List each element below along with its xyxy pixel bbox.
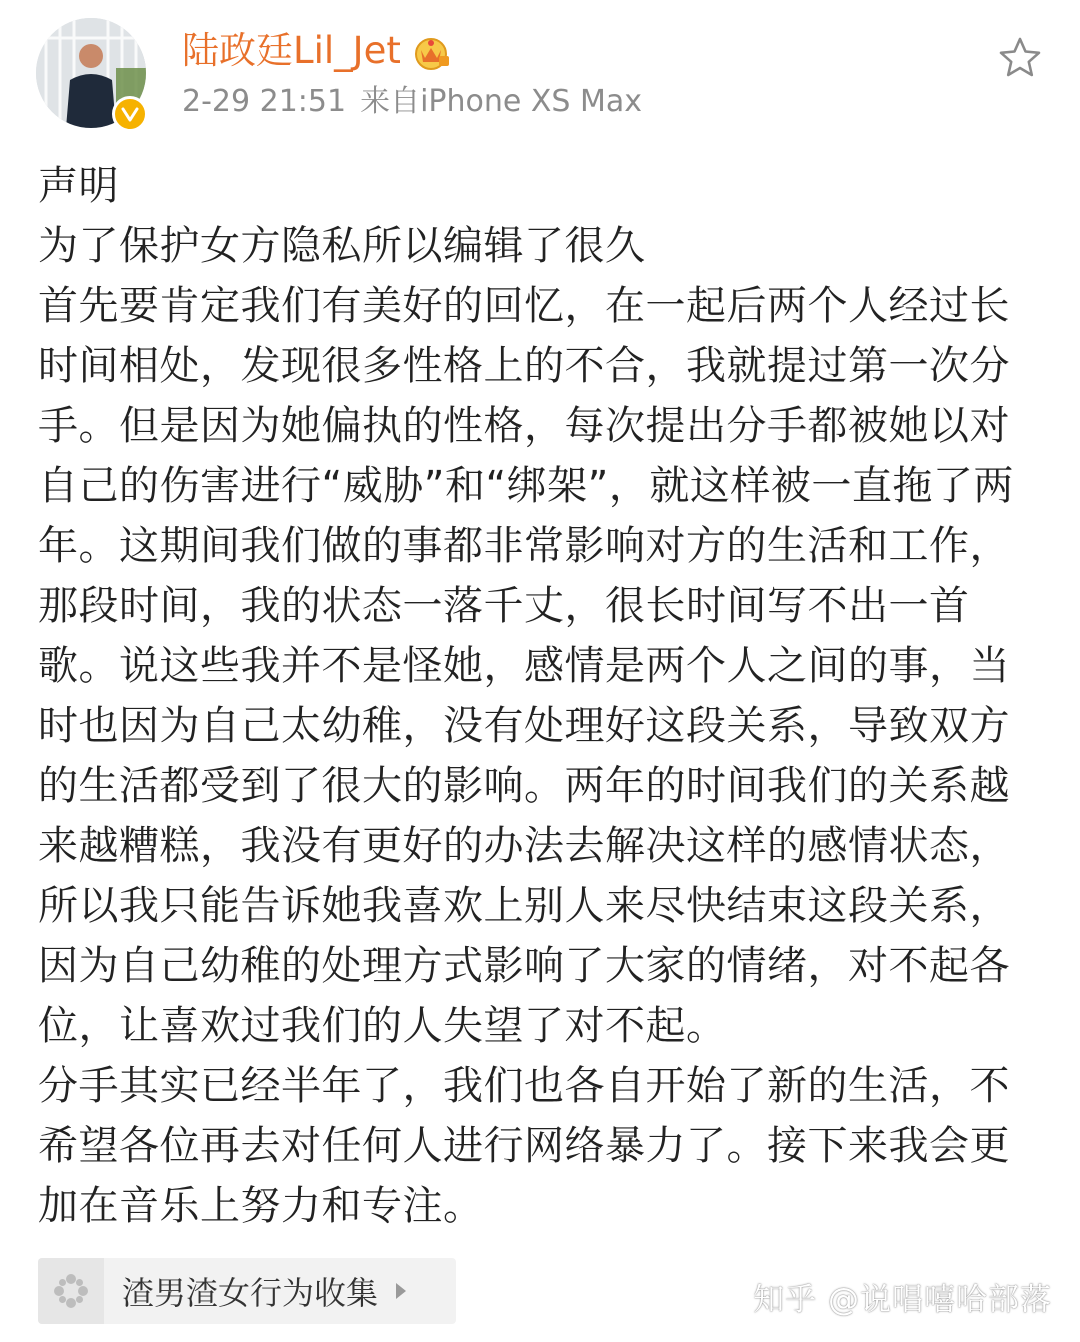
post-line: 的生活都受到了很大的影响。两年的时间我们的关系越 [38, 763, 1010, 809]
post-line: 因为自己幼稚的处理方式影响了大家的情绪，对不起各 [38, 943, 1010, 989]
crown-member-icon[interactable] [411, 33, 451, 69]
post-source: 来自iPhone XS Max [360, 84, 643, 119]
post-line: 加在音乐上努力和专注。 [38, 1183, 484, 1229]
post-line: 希望各位再去对任何人进行网络暴力了。接下来我会更 [38, 1123, 1010, 1169]
topic-chip[interactable] [38, 1258, 456, 1324]
post-body [38, 156, 1048, 1236]
username-link[interactable]: 陆政廷Lil_Jet [182, 29, 401, 72]
post-line: 来越糟糕，我没有更好的办法去解决这样的感情状态， [38, 823, 1010, 869]
post-line: 时也因为自己太幼稚，没有处理好这段关系，导致双方 [38, 703, 1010, 749]
post-line: 时间相处，发现很多性格上的不合，我就提过第一次分 [38, 343, 1010, 389]
post-line: 声明 [38, 163, 119, 209]
username-row [182, 26, 451, 76]
verified-v-icon [112, 96, 148, 132]
chevron-right-icon [394, 1282, 408, 1300]
post-line: 手。但是因为她偏执的性格，每次提出分手都被她以对 [38, 403, 1010, 449]
topic-pinwheel-icon [38, 1258, 104, 1324]
post-line: 所以我只能告诉她我喜欢上别人来尽快结束这段关系， [38, 883, 1010, 929]
post-line: 那段时间，我的状态一落千丈，很长时间写不出一首 [38, 583, 970, 629]
star-outline-icon[interactable] [996, 34, 1044, 82]
post-line: 位，让喜欢过我们的人失望了对不起。 [38, 1003, 727, 1049]
post-line: 分手其实已经半年了，我们也各自开始了新的生活，不 [38, 1063, 1010, 1109]
post-timestamp: 2-29 21:51 [182, 84, 347, 119]
post-line: 自己的伤害进行“威胁”和“绑架”，就这样被一直拖了两 [38, 463, 1014, 509]
post-meta [182, 80, 642, 124]
post-line: 年。这期间我们做的事都非常影响对方的生活和工作， [38, 523, 1010, 569]
watermark: 知乎 @说唱嘻哈部落 [753, 1282, 1052, 1318]
post-line: 为了保护女方隐私所以编辑了很久 [38, 223, 646, 269]
post-line: 首先要肯定我们有美好的回忆，在一起后两个人经过长 [38, 283, 1010, 329]
post-line: 歌。说这些我并不是怪她，感情是两个人之间的事，当 [38, 643, 1010, 689]
topic-label: 渣男渣女行为收集 [122, 1274, 379, 1312]
